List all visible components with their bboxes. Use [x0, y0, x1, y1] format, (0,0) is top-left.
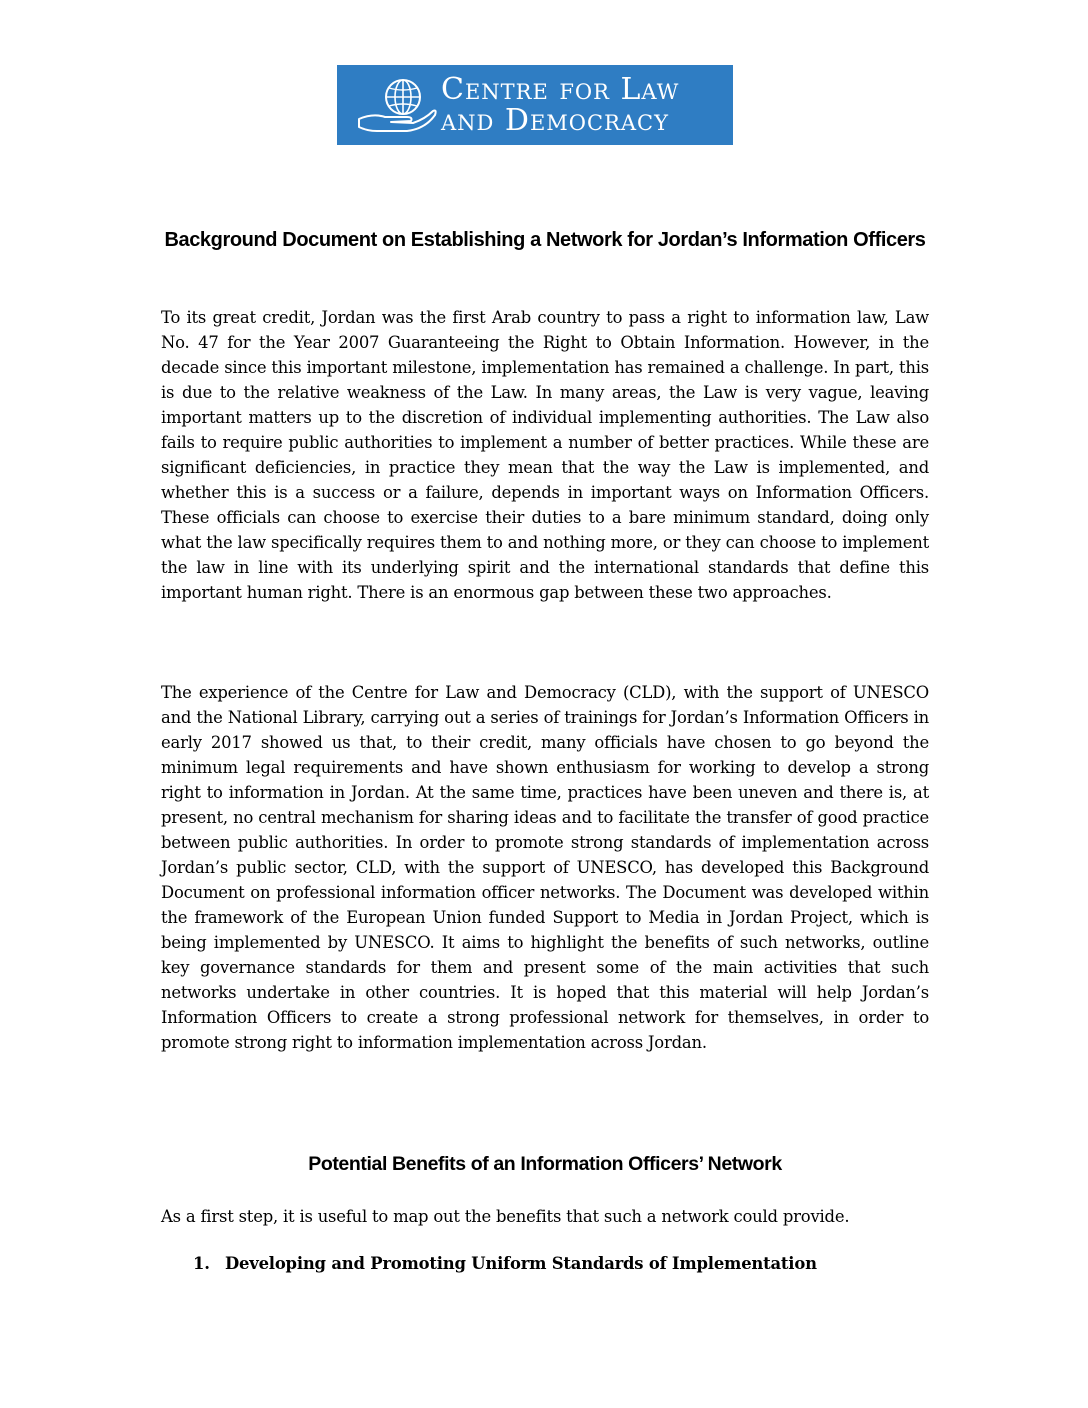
list-item	[193, 1251, 913, 1276]
body-paragraph-1: To its great credit, Jordan was the first Arab country to pass a right to information law, Law No. 47 for the Year 2007 Guaranteeing the Right to Obtain Information. However, in the decade since this important milestone, implementation has remained a challenge. In part, this is due to the relative weakness of the Law. In many areas, the Law is very vague, leaving important matters up to the discretion of individual implementing authorities. The Law also fails to require public authorities to implement a number of better practices. While these are significant deficiencies, in practice they mean that the way the Law is implemented, and whether this is a success or a failure, depends in important ways on Information Officers. These officials can choose to exercise their duties to a bare minimum standard, doing only what the law specifically requires them to and nothing more, or they can choose to implement the law in line with its underlying spirit and the international standards that define this important human right. There is an enormous gap between these two approaches.	[161, 308, 929, 602]
list-item-text: Developing and Promoting Uniform Standards of Implementation	[225, 1254, 817, 1273]
document-title: Background Document on Establishing a Network for Jordan’s Information Officers	[164, 229, 926, 251]
logo-wordmark	[441, 74, 731, 136]
intro-sentence: As a first step, it is useful to map out the benefits that such a network could provide.	[161, 1207, 850, 1226]
list-item-number: 1.	[193, 1254, 210, 1273]
globe-in-hand-icon	[351, 73, 441, 137]
cld-logo	[337, 65, 733, 145]
section-heading: Potential Benefits of an Information Officers’ Network	[308, 1153, 782, 1175]
logo-line-1: Centre for Law	[441, 72, 680, 107]
body-paragraph-2: The experience of the Centre for Law and Democracy (CLD), with the support of UNESCO and the National Library, carrying out a series of trainings for Jordan’s Information Officers in early 2017 showed us that, to their credit, many officials have chosen to go beyond the minimum legal requirements and have shown enthusiasm for working to develop a strong right to information in Jordan. At the same time, practices have been uneven and there is, at present, no central mechanism for sharing ideas and to facilitate the transfer of good practice between public authorities. In order to promote strong standards of implementation across Jordan’s public sector, CLD, with the support of UNESCO, has developed this Background Document on professional information officer networks. The Document was developed within the framework of the European Union funded Support to Media in Jordan Project, which is being implemented by UNESCO. It aims to highlight the benefits of such networks, outline key governance standards for them and present some of the main activities that such networks undertake in other countries. It is hoped that this material will help Jordan’s Information Officers to create a strong professional network for themselves, in order to promote strong right to information implementation across Jordan.	[161, 683, 929, 1052]
logo-line-2: and Democracy	[441, 103, 669, 138]
